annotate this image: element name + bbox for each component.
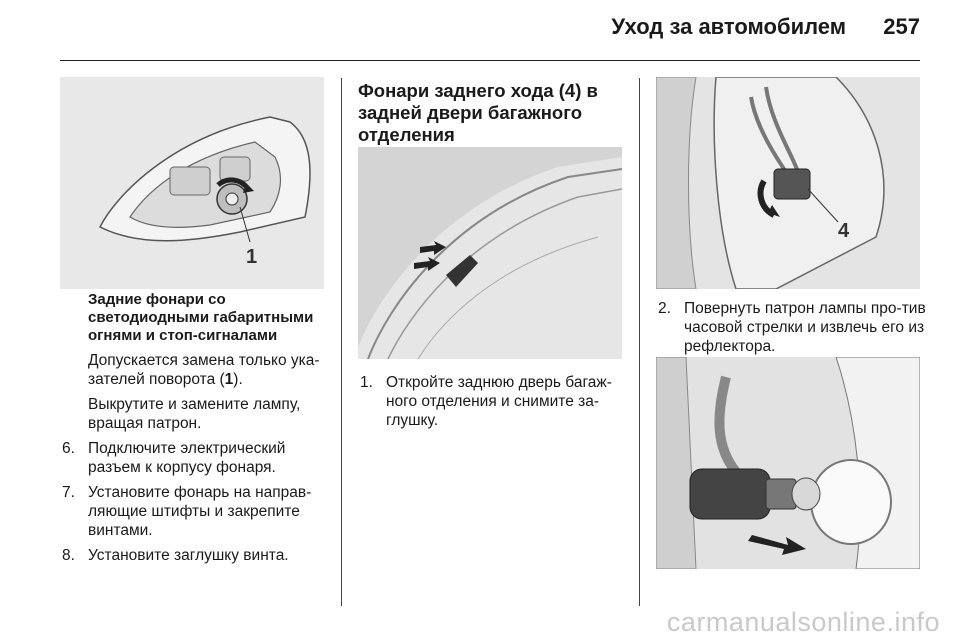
section-title: Фонари заднего хода (4) в задней двери багажного отделения (358, 80, 598, 145)
header-divider (60, 60, 920, 61)
figure-bulb-removal (656, 357, 920, 569)
bulb-removal-illustration (656, 357, 920, 569)
bulb-holder-illustration (656, 77, 920, 289)
column-1-text (60, 291, 330, 571)
figure-rear-lamp-led (60, 77, 324, 289)
figure-callout-1: 1 (246, 246, 258, 268)
page-number: 257 (883, 14, 920, 39)
column-3-steps (656, 299, 926, 362)
rear-lamp-illustration (60, 77, 324, 289)
column-divider-right (639, 78, 640, 606)
figure-callout-4: 4 (838, 220, 850, 242)
figure-tailgate-cover (358, 147, 622, 359)
column-2-steps (358, 373, 628, 436)
subheading-led-lamps: Задние фонари со светодиодными габаритными огнями и стоп-сигналами (88, 291, 314, 344)
list-item: 7. Установите фонарь на направ-ляющие штифты и закрепите винтами. (62, 484, 312, 539)
list-item: 8. Установите заглушку винта. (62, 547, 289, 564)
paragraph-turn-signal-note: Допускается замена только ука-зателей поворота (1). (88, 352, 320, 388)
column-2-title-block (358, 80, 628, 146)
list-item: 1. Откройте заднюю дверь багаж-ного отделения и снимите за-глушку. (360, 374, 612, 429)
page-header-title: Уход за автомобилем (611, 14, 846, 39)
paragraph-unscrew: Выкрутите и замените лампу, вращая патрон. (88, 396, 301, 432)
list-item: 6. Подключите электрический разъем к корпусу фонаря. (62, 440, 286, 476)
list-item: 2. Повернуть патрон лампы про-тив часовой стрелки и извлечь его из рефлектора. (658, 300, 926, 355)
tailgate-illustration (358, 147, 622, 359)
column-divider-left (341, 78, 342, 606)
figure-bulb-holder (656, 77, 920, 289)
reference-number: 1 (224, 371, 234, 388)
watermark: carmanualsonline.info (666, 607, 940, 637)
